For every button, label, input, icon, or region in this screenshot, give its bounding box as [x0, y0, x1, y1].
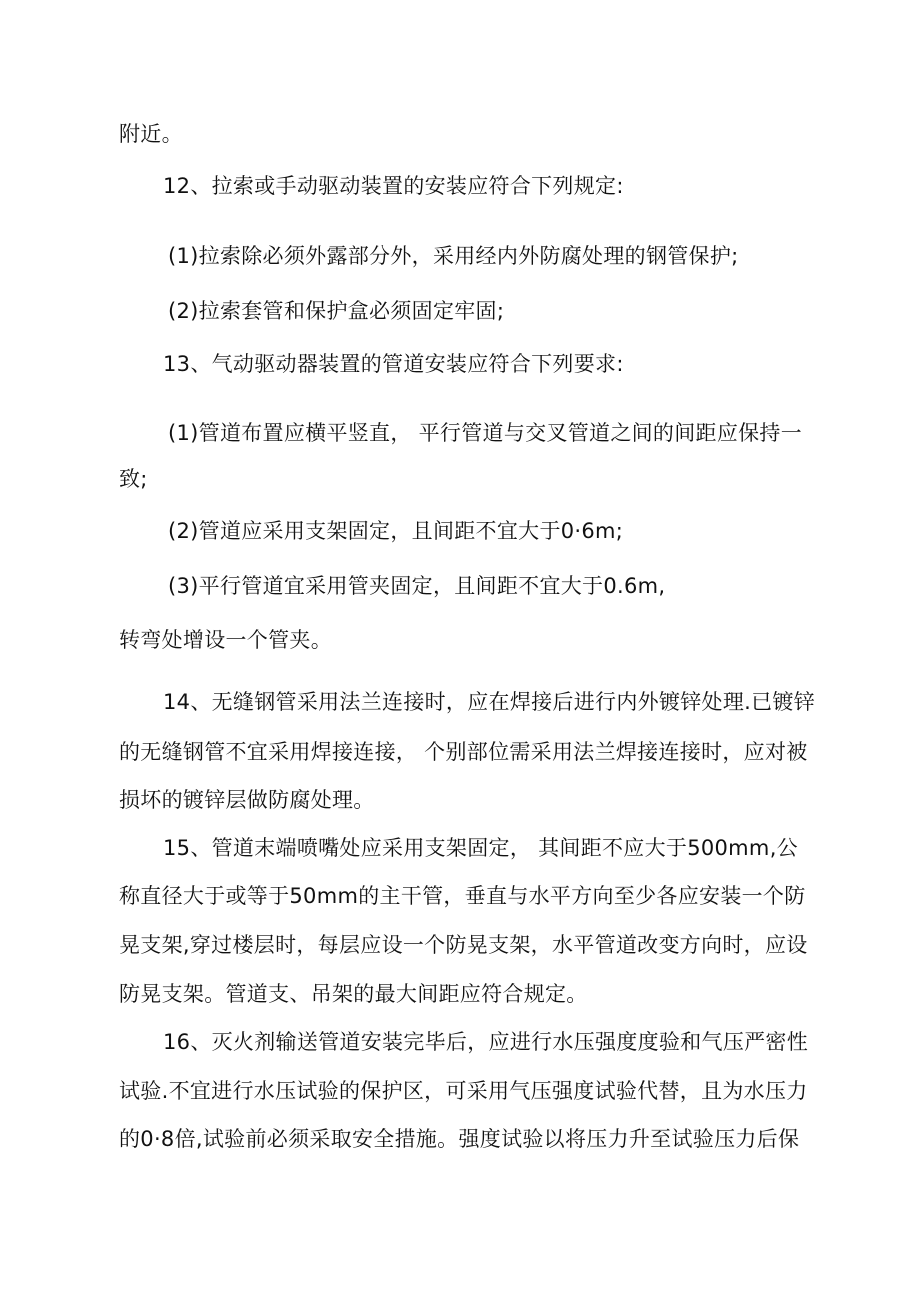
- section-heading-13: 13、气动驱动器装置的管道安装应符合下列要求:: [163, 352, 624, 376]
- list-item: (3)平行管道宜采用管夹固定，且间距不宜大于0.6m,: [168, 574, 666, 598]
- section-heading-12: 12、拉索或手动驱动装置的安装应符合下列规定:: [163, 174, 624, 198]
- list-item: (1)拉索除必须外露部分外，采用经内外防腐处理的钢管保护;: [168, 244, 739, 268]
- text-line: 试验.不宜进行水压试验的保护区，可采用气压强度试验代替，且为水压力: [119, 1079, 808, 1103]
- text-line: 损坏的镀锌层做防腐处理。: [119, 788, 375, 812]
- text-line: 晃支架,穿过楼层时，每层应设一个防晃支架，水平管道改变方向时，应设: [119, 933, 808, 957]
- section-paragraph-14: 14、无缝钢管采用法兰连接时，应在焊接后进行内外镀锌处理.已镀锌: [163, 690, 815, 714]
- text-line: 致;: [119, 467, 148, 491]
- text-line: 附近。: [119, 122, 183, 146]
- text-line: 转弯处增设一个管夹。: [119, 628, 332, 652]
- list-item: (2)管道应采用支架固定，且间距不宜大于0·6m;: [168, 519, 624, 543]
- text-line: 的无缝钢管不宜采用焊接连接， 个别部位需采用法兰焊接连接时，应对被: [119, 740, 808, 764]
- list-item: (1)管道布置应横平竖直， 平行管道与交叉管道之间的间距应保持一: [168, 421, 803, 445]
- text-line: 防晃支架。管道支、吊架的最大间距应符合规定。: [119, 982, 588, 1006]
- section-paragraph-15: 15、管道末端喷嘴处应采用支架固定， 其间距不应大于500mm,公: [163, 836, 798, 860]
- text-line: 的0·8倍,试验前必须采取安全措施。强度试验以将压力升至试验压力后保: [119, 1127, 800, 1151]
- text-line: 称直径大于或等于50mm的主干管，垂直与水平方向至少各应安装一个防: [119, 884, 806, 908]
- list-item: (2)拉索套管和保护盒必须固定牢固;: [168, 299, 505, 323]
- section-paragraph-16: 16、灭火剂输送管道安装完毕后，应进行水压强度度验和气压严密性: [163, 1030, 809, 1054]
